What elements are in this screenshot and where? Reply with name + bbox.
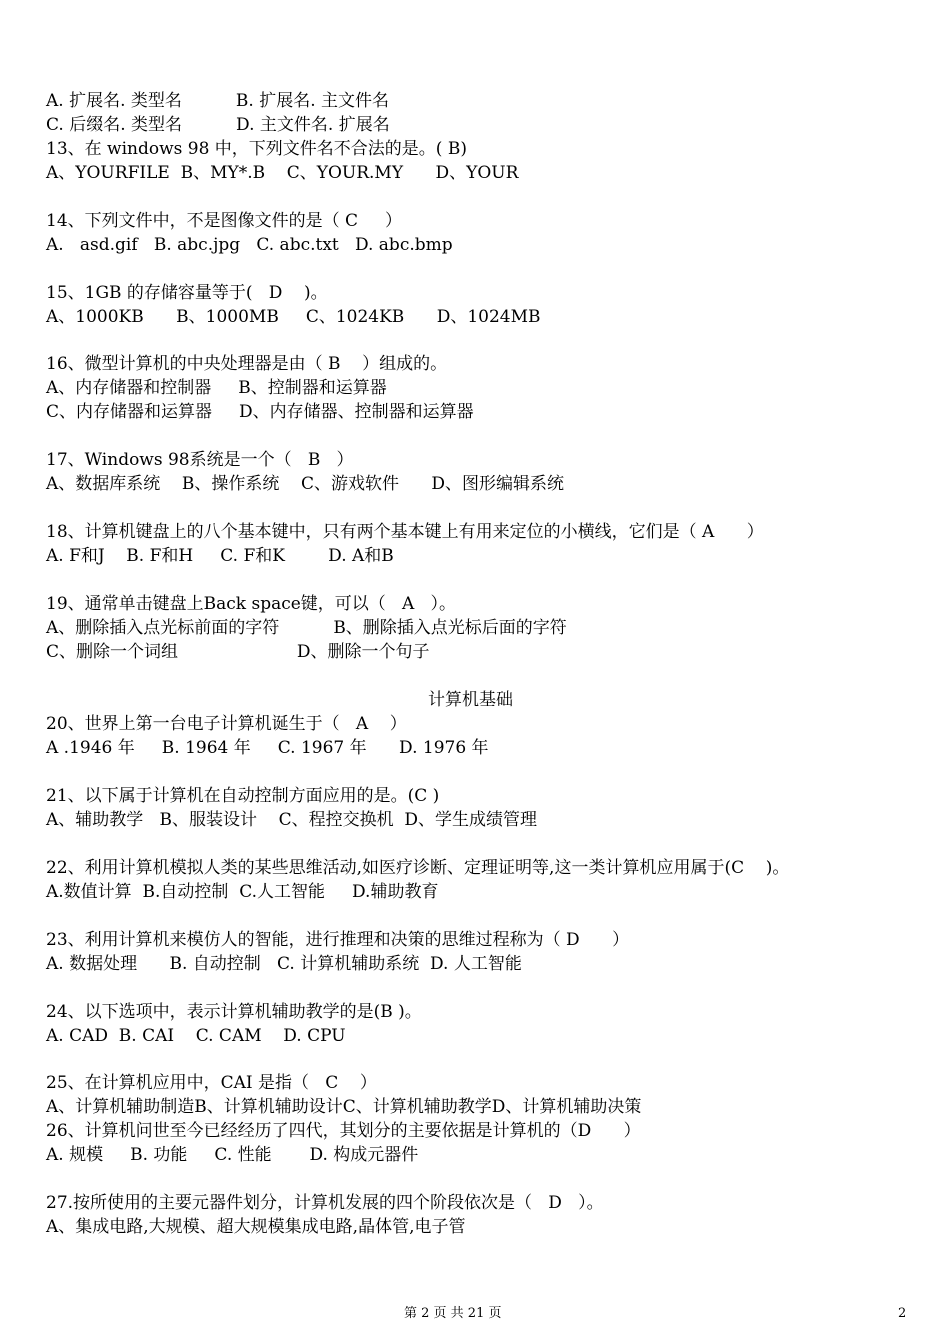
text-line: A、计算机辅助制造B、计算机辅助设计C、计算机辅助教学D、计算机辅助决策	[46, 1097, 642, 1117]
text-line: A.数值计算 B.自动控制 C.人工智能 D.辅助教育	[46, 882, 439, 902]
text-line: A. 数据处理 B. 自动控制 C. 计算机辅助系统 D. 人工智能	[46, 954, 522, 974]
question-25: 25、在计算机应用中，CAI 是指（ C ）	[46, 1073, 377, 1093]
question-21: 21、以下属于计算机在自动控制方面应用的是。(C )	[46, 786, 440, 806]
text-line: A. asd.gif B. abc.jpg C. abc.txt D. abc.bmp	[46, 235, 453, 255]
text-line: A. 扩展名. 类型名 B. 扩展名. 主文件名	[46, 91, 390, 111]
text-line: C. 后缀名. 类型名 D. 主文件名. 扩展名	[46, 115, 390, 135]
text-line: A、YOURFILE B、MY*.B C、YOUR.MY D、YOUR	[46, 163, 519, 183]
question-17: 17、Windows 98系统是一个（ B ）	[46, 450, 354, 470]
text-line: A. F和J B. F和H C. F和K D. A和B	[46, 546, 394, 566]
page-number: 2	[898, 1306, 907, 1321]
question-22: 22、利用计算机模拟人类的某些思维活动,如医疗诊断、定理证明等,这一类计算机应用属于(C )。	[46, 858, 790, 878]
text-line: A、辅助教学 B、服装设计 C、程控交换机 D、学生成绩管理	[46, 810, 538, 830]
page-info: 第 2 页 共 21 页	[404, 1306, 502, 1321]
text-line: A、内存储器和控制器 B、控制器和运算器	[46, 378, 387, 398]
question-13: 13、在 windows 98 中，下列文件名不合法的是。( B)	[46, 139, 467, 159]
text-line: A、1000KB B、1000MB C、1024KB D、1024MB	[46, 307, 541, 327]
text-line: A. CAD B. CAI C. CAM D. CPU	[46, 1026, 346, 1046]
question-27: 27.按所使用的主要元器件划分，计算机发展的四个阶段依次是（ D ）。	[46, 1193, 604, 1213]
section-title: 计算机基础	[428, 690, 513, 710]
question-18: 18、计算机键盘上的八个基本键中，只有两个基本键上有用来定位的小横线，它们是（ A ）	[46, 522, 764, 542]
text-line: C、内存储器和运算器 D、内存储器、控制器和运算器	[46, 402, 474, 422]
text-line: A、数据库系统 B、操作系统 C、游戏软件 D、图形编辑系统	[46, 474, 565, 494]
text-line: C、删除一个词组 D、删除一个句子	[46, 642, 430, 662]
question-15: 15、1GB 的存储容量等于( D )。	[46, 283, 328, 303]
text-line: A. 规模 B. 功能 C. 性能 D. 构成元器件	[46, 1145, 419, 1165]
question-24: 24、以下选项中，表示计算机辅助教学的是(B )。	[46, 1002, 422, 1022]
question-26: 26、计算机问世至今已经经历了四代，其划分的主要依据是计算机的（D ）	[46, 1121, 641, 1141]
question-19: 19、通常单击键盘上Back space键，可以（ A ）。	[46, 594, 457, 614]
question-14: 14、下列文件中，不是图像文件的是（ C ）	[46, 211, 403, 231]
text-line: A、集成电路,大规模、超大规模集成电路,晶体管,电子管	[46, 1217, 466, 1237]
text-line: A .1946 年 B. 1964 年 C. 1967 年 D. 1976 年	[46, 738, 489, 758]
question-16: 16、微型计算机的中央处理器是由（ B ）组成的。	[46, 354, 448, 374]
text-line: A、删除插入点光标前面的字符 B、删除插入点光标后面的字符	[46, 618, 567, 638]
question-23: 23、利用计算机来模仿人的智能，进行推理和决策的思维过程称为（ D ）	[46, 930, 630, 950]
question-20: 20、世界上第一台电子计算机诞生于（ A ）	[46, 714, 407, 734]
